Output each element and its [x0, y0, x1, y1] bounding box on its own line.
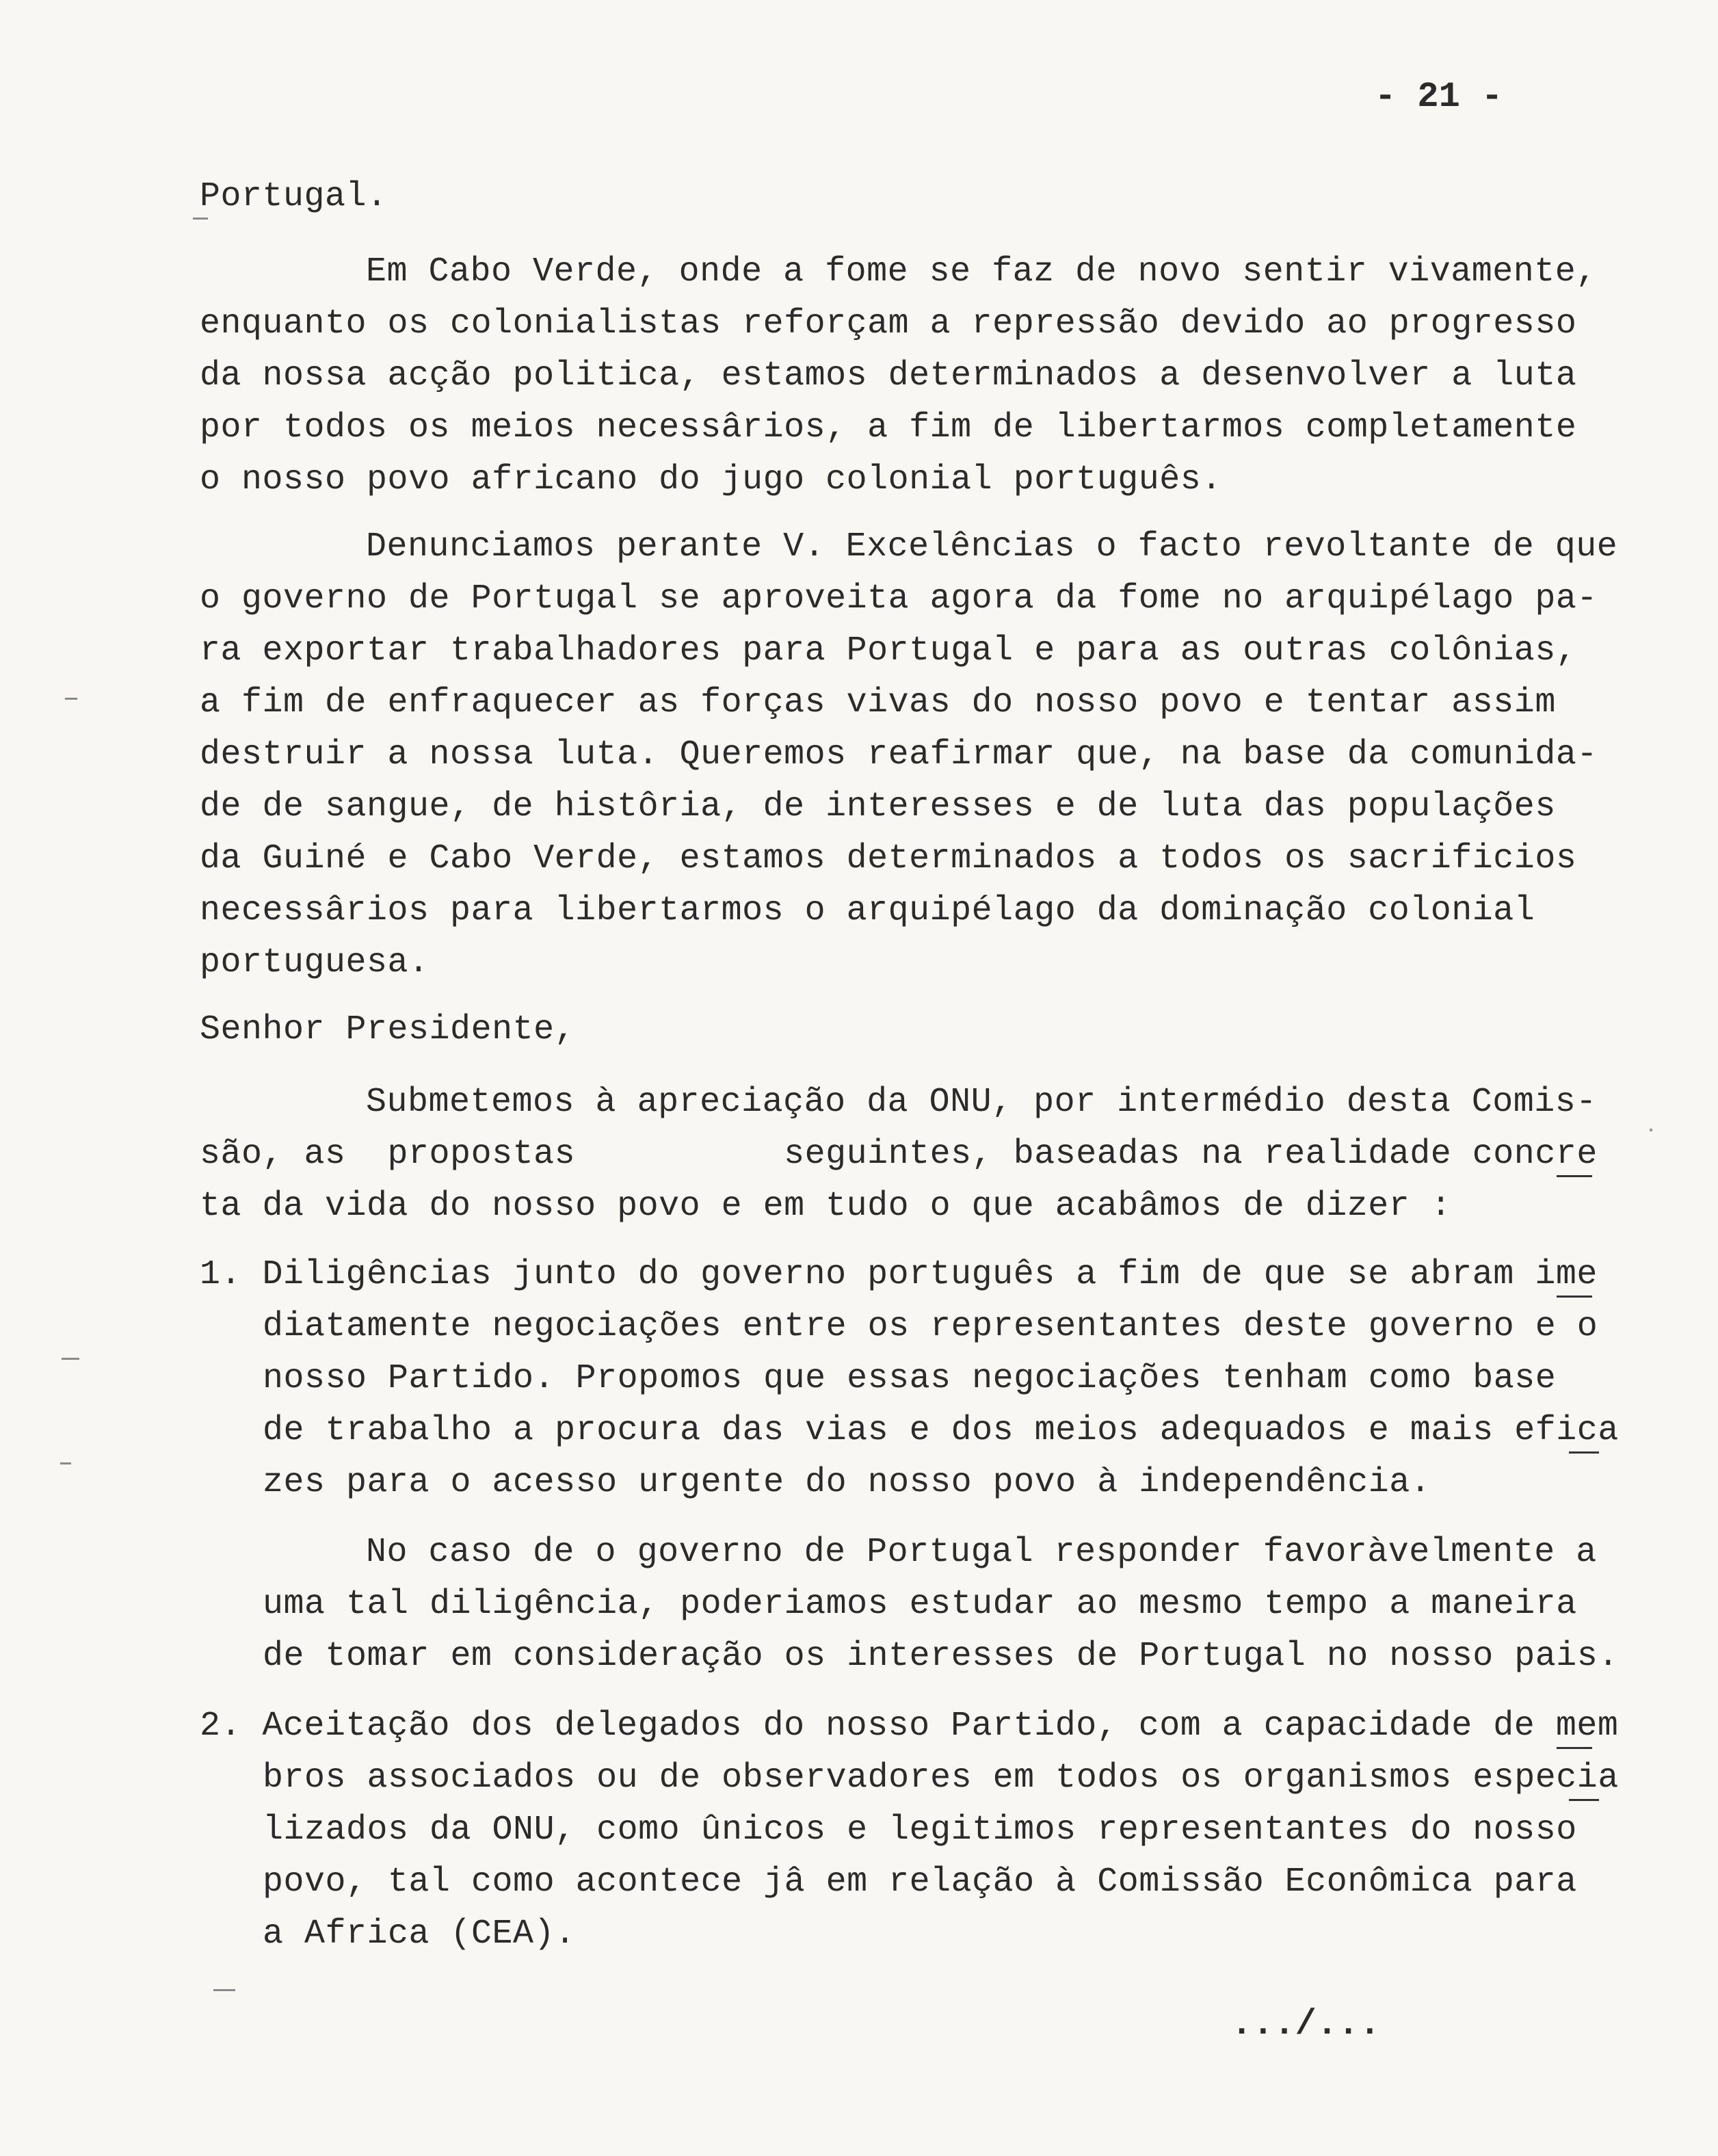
text-line: portuguesa.	[200, 943, 430, 982]
scan-mark	[193, 218, 208, 220]
list-item-1-line: de trabalho a procura das vias e dos meios adequados e mais efica	[263, 1411, 1619, 1450]
underline-mark	[1569, 1799, 1599, 1801]
underline-mark	[1557, 1175, 1592, 1177]
list-item-1-line: zes para o acesso urgente do nosso povo à independência.	[263, 1463, 1431, 1502]
list-item-1-line: nosso Partido. Propomos que essas negociações tenham como base	[263, 1359, 1557, 1398]
underline-mark	[1557, 1296, 1592, 1298]
list-item-2-line: lizados da ONU, como ûnicos e legitimos representantes do nosso	[263, 1811, 1577, 1850]
page-number: - 21 -	[1375, 77, 1503, 117]
salutation: Senhor Presidente,	[200, 1010, 576, 1049]
text-line: Denunciamos perante V. Excelências o facto revoltante de que	[366, 527, 1618, 566]
text-line: ra exportar trabalhadores para Portugal e para as outras colônias,	[200, 631, 1577, 670]
text-line: ta da vida do nosso povo e em tudo o que acabâmos de dizer :	[200, 1187, 1452, 1226]
continuation-mark: .../...	[1231, 2004, 1381, 2045]
text-line: enquanto os colonialistas reforçam a repressão devido ao progresso	[200, 304, 1577, 343]
text-line: Submetemos à apreciação da ONU, por intermédio desta Comis-	[366, 1083, 1597, 1122]
list-item-2-line: a Africa (CEA).	[263, 1915, 576, 1954]
list-item-1-line: diatamente negociações entre os representantes deste governo e o	[263, 1307, 1598, 1346]
text-line: da Guiné e Cabo Verde, estamos determinados a todos os sacrificios	[200, 839, 1577, 878]
text-line: da nossa acção politica, estamos determinados a desenvolver a luta	[200, 356, 1577, 395]
list-item-2-line: 2. Aceitação dos delegados do nosso Partido, com a capacidade de mem	[200, 1707, 1619, 1746]
text-line: de de sangue, de histôria, de interesses e de luta das populações	[200, 787, 1556, 826]
text-line: Em Cabo Verde, onde a fome se faz de novo sentir vivamente,	[366, 252, 1597, 291]
scan-mark	[62, 1358, 79, 1360]
text-line: por todos os meios necessârios, a fim de libertarmos completamente	[200, 408, 1577, 447]
text-line: são, as propostas seguintes, baseadas na realidade concre	[200, 1135, 1598, 1174]
scan-mark	[60, 1462, 71, 1464]
text-line: o nosso povo africano do jugo colonial português.	[200, 460, 1222, 499]
text-line: o governo de Portugal se aproveita agora da fome no arquipélago pa-	[200, 579, 1598, 618]
text-line: necessârios para libertarmos o arquipélago da dominação colonial	[200, 891, 1535, 930]
text-line: a fim de enfraquecer as forças vivas do nosso povo e tentar assim	[200, 683, 1556, 722]
underline-mark	[1569, 1451, 1599, 1454]
scan-mark	[1650, 1129, 1652, 1131]
underline-mark	[1557, 1747, 1592, 1749]
scan-mark	[65, 698, 77, 700]
list-item-1-line: 1. Diligências junto do governo português a fim de que se abram ime	[200, 1255, 1598, 1294]
list-item-1-line: uma tal diligência, poderiamos estudar ao mesmo tempo a maneira	[263, 1585, 1577, 1624]
list-item-2-line: bros associados ou de observadores em todos os organismos especia	[263, 1759, 1619, 1798]
list-item-1-line: No caso de o governo de Portugal responder favoràvelmente a	[366, 1533, 1597, 1572]
text-line: Portugal.	[200, 177, 388, 216]
text-line: destruir a nossa luta. Queremos reafirmar que, na base da comunida-	[200, 735, 1598, 774]
list-item-2-line: povo, tal como acontece jâ em relação à Comissão Econômica para	[263, 1863, 1577, 1902]
list-item-1-line: de tomar em consideração os interesses de Portugal no nosso pais.	[263, 1637, 1619, 1676]
scan-mark	[213, 1989, 235, 1991]
